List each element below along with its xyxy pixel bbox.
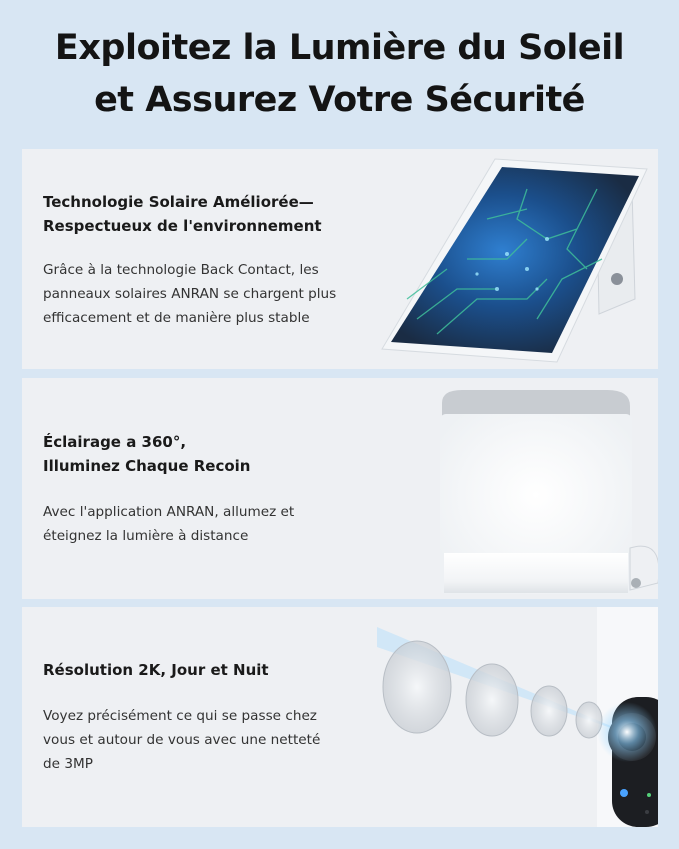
camera-lens-icon: [377, 607, 658, 827]
feature-heading: Résolution 2K, Jour et Nuit: [43, 661, 269, 679]
feature-card-lighting: [22, 378, 658, 599]
feature-description: Voyez précisément ce qui se passe chez vous et autour de vous avec une netteté de 3MP: [43, 708, 321, 772]
solar-panel-icon: [377, 149, 658, 369]
title-line-2: et Assurez Votre Sécurité: [94, 80, 585, 120]
feature-card-resolution: [22, 607, 658, 827]
feature-description: Grâce à la technologie Back Contact, les panneaux solaires ANRAN se chargent plus efficacement et de manière plus stable: [43, 262, 337, 326]
feature-description: Avec l'application ANRAN, allumez et éteignez la lumière à distance: [43, 504, 295, 544]
floodlight-icon: [402, 378, 658, 599]
feature-heading: Éclairage a 360°, Illuminez Chaque Recoin: [43, 433, 251, 475]
page-title: [0, 22, 679, 126]
title-line-1: Exploitez la Lumière du Soleil: [54, 28, 625, 68]
feature-heading: Technologie Solaire Améliorée— Respectueux de l'environnement: [43, 193, 322, 235]
feature-card-solar: [22, 149, 658, 369]
